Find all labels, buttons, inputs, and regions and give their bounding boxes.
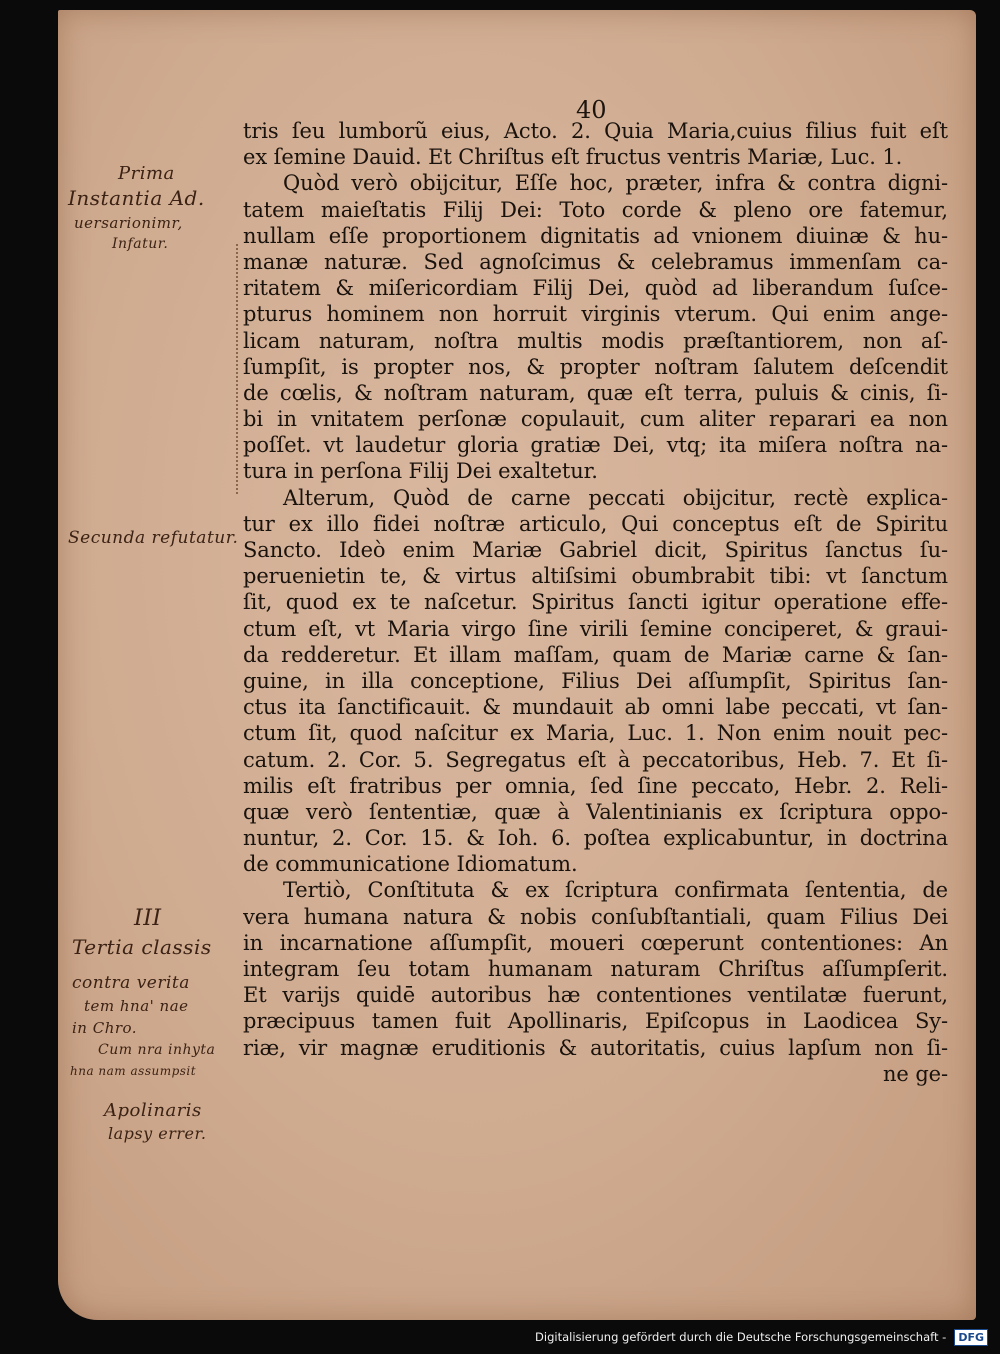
text-line: da redderetur. Et illam maſſam, quam de Mariæ carne & ſan- <box>243 642 948 667</box>
text-line: milis eſt fratribus per omnia, ſed ſine peccato, Hebr. 2. Reli- <box>243 773 948 798</box>
body-text <box>243 118 948 1087</box>
text-line: ctus ita ſanctificauit. & mundauit ab omni labe peccati, vt ſan- <box>243 695 948 720</box>
text-line: tatem maieſtatis Filij Dei: Toto corde & pleno ore fatemur, <box>243 197 948 222</box>
margin-note: contra verita <box>72 973 190 993</box>
text-line: licam naturam, noſtra multis modis præſtantiorem, non aſ- <box>243 328 948 353</box>
text-line: pturus hominem non horruit virginis vterum. Qui enim ange- <box>243 302 948 327</box>
text-line: tur ex illo fidei noſtræ articulo, Qui conceptus eſt de Spiritu <box>243 511 948 536</box>
margin-note: in Chro. <box>72 1019 138 1037</box>
text-line: præcipuus tamen fuit Apollinaris, Epiſcopus in Laodicea Sy- <box>243 1009 948 1034</box>
text-line: ritatem & miſericordiam Filij Dei, quòd ad liberandum ſuſce- <box>243 276 948 301</box>
text-line: guine, in illa conceptione, Filius Dei aſſumpſit, Spiritus ſan- <box>243 668 948 693</box>
text-line: nuntur, 2. Cor. 15. & Ioh. 6. poſtea explicabuntur, in doctrina <box>243 826 948 851</box>
text-line: Et varijs quidē autoribus hæ contentiones ventilatæ fuerunt, <box>243 983 948 1008</box>
text-line: nullam eſſe proportionem dignitatis ad vnionem diuinæ & hu- <box>243 223 948 248</box>
text-line: quæ verò ſententiæ, quæ à Valentinianis ex ſcriptura oppo- <box>243 799 948 824</box>
text-line: Sancto. Ideò enim Mariæ Gabriel dicit, Spiritus ſanctus ſu- <box>243 538 948 562</box>
text-line: Quòd verò obijcitur, Eſſe hoc, præter, infra & contra digni- <box>283 171 948 196</box>
text-line: Tertiò, Conſtituta & ex ſcriptura confirmata ſententia, de <box>283 878 948 903</box>
margin-note: hna nam assumpsit <box>70 1064 197 1078</box>
text-line: ctum eſt, vt Maria virgo ſine virili ſemine conciperet, & graui- <box>243 616 948 641</box>
text-line: in incarnatione aſſumpſit, moueri cœperunt contentiones: An <box>243 930 948 955</box>
margin-note: Infatur. <box>112 236 169 252</box>
text-line: ſit, quod ex te naſcetur. Spiritus ſancti igitur operatione effe- <box>243 590 948 615</box>
text-line: peruenietin te, & virtus altiſsimi obumbrabit tibi: vt ſanctum <box>243 564 948 589</box>
footer <box>0 1320 1000 1354</box>
text-line: ſumpſit, is propter nos, & propter noſtram ſalutem deſcendit <box>243 354 948 379</box>
margin-note: Instantia Ad. <box>68 186 205 210</box>
text-line: vera humana natura & nobis conſubſtantiali, quam Filius Dei <box>243 904 948 929</box>
text-line: tura in perſona Filij Dei exaltetur. <box>243 459 598 484</box>
dfg-logo: DFG <box>954 1329 988 1346</box>
margin-note: Tertia classis <box>72 935 212 959</box>
margin-note: Prima <box>118 163 175 184</box>
margin-note: lapsy errer. <box>108 1124 207 1143</box>
text-line: ctum ſit, quod naſcitur ex Maria, Luc. 1. Non enim nouit pec- <box>243 721 948 746</box>
text-line: Alterum, Quòd de carne peccati obijcitur, rectè explica- <box>283 485 948 510</box>
footer-text: Digitalisierung gefördert durch die Deutsche Forschungsgemeinschaft - <box>535 1330 947 1344</box>
margin-note: uersarionimr, <box>74 214 183 232</box>
text-line: riæ, vir magnæ eruditionis & autoritatis, cuius lapſum non ſi- <box>243 1035 948 1060</box>
text-line: de cœlis, & noſtram naturam, quæ eſt terra, puluis & cinis, ſi- <box>243 380 948 405</box>
text-line: manæ naturæ. Sed agnoſcimus & celebramus immenſam ca- <box>243 249 948 274</box>
margin-note: III <box>134 906 162 931</box>
text-line: ne ge- <box>883 1061 948 1086</box>
margin-note: tem hna' nae <box>84 997 189 1015</box>
page-number: 40 <box>576 96 607 124</box>
text-line: bi in vnitatem perſonæ copulauit, cum aliter reparari ea non <box>243 407 948 432</box>
margin-note: Secunda refutatur. <box>68 528 239 548</box>
margin-note: Apolinaris <box>104 1100 202 1121</box>
margin-note: Cum nra inhyta <box>98 1042 216 1058</box>
text-line: ex ſemine Dauid. Et Chriſtus eſt fructus ventris Mariæ, Luc. 1. <box>243 145 903 170</box>
text-line: integram ſeu totam humanam naturam Chriſtus aſſumpſerit. <box>243 957 948 981</box>
text-line: catum. 2. Cor. 5. Segregatus eſt à peccatoribus, Heb. 7. Et ſi- <box>243 747 948 772</box>
text-line: tris ſeu lumborũ eius, Acto. 2. Quia Maria,cuius filius fuit eſt <box>243 119 948 143</box>
text-line: poſſet. vt laudetur gloria gratiæ Dei, vtq; ita miſera noſtra na- <box>243 433 948 458</box>
text-line: de communicatione Idiomatum. <box>243 852 578 877</box>
